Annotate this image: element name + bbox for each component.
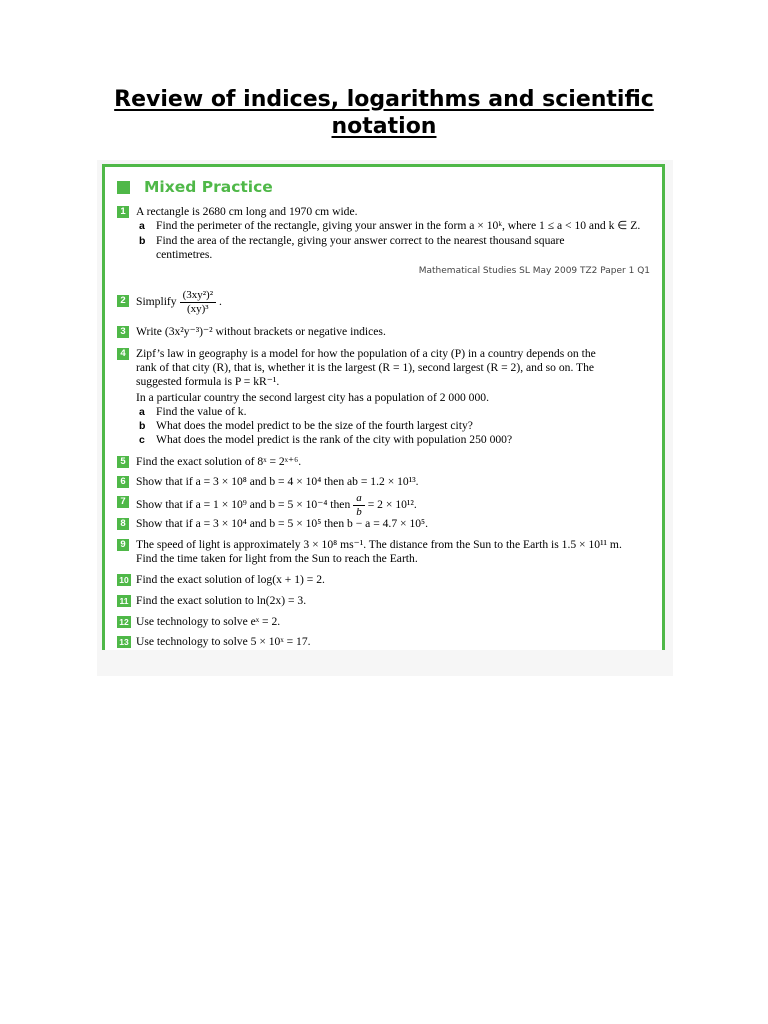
fraction-denominator: (xy)³ [186,302,209,315]
fraction-numerator: (3xy²)² [180,289,216,303]
question-text: suggested formula is P = kR⁻¹. [136,375,280,388]
question-part [139,219,640,233]
question-expression: (3x²y⁻³)⁻² [164,325,213,338]
fraction-numerator: a [353,492,365,506]
question-suffix: . [219,294,222,308]
part-text: Find the value of k. [156,405,247,418]
question-text: Simplify [136,294,177,308]
part-label: c [139,434,145,446]
part-text: Find the area of the rectangle, giving your answer correct to the nearest thousand square [156,234,565,247]
question-text: Show that if a = 3 × 10⁴ and b = 5 × 10⁵ then b − a = 4.7 × 10⁵. [136,517,428,530]
question-text: Write [136,325,162,338]
question-number-badge: 1 [117,206,129,218]
question-text: Find the time taken for light from the Sun to reach the Earth. [136,552,418,565]
part-label: b [139,235,146,247]
mixed-practice-heading: Mixed Practice [144,178,273,196]
question-number-badge: 3 [117,326,129,338]
question-number-badge: 10 [117,574,131,586]
fraction-denominator: b [356,505,362,518]
question-number-badge: 11 [117,595,131,607]
question-text: rank of that city (R), that is, whether it is the largest (R = 1), second largest (R = 2), and so on. The [136,361,595,374]
question-text: Find the exact solution of 8ˣ = 2ˣ⁺⁶. [136,455,302,468]
fraction [353,492,365,519]
part-label: a [139,406,145,418]
fraction [180,289,216,316]
question-number-badge: 13 [117,636,131,648]
mixed-practice-panel [102,164,665,650]
source-note: Mathematical Studies SL May 2009 TZ2 Paper 1 Q1 [418,266,650,276]
question-text: Zipf’s law in geography is a model for how the population of a city (P) in a country depends on the [136,347,596,360]
question-number-badge: 5 [117,456,129,468]
question-suffix: = 2 × 10¹². [367,497,417,511]
question-number-badge: 8 [117,518,129,530]
question-text: Use technology to solve eˣ = 2. [136,615,281,628]
question-number-badge: 4 [117,348,129,360]
question-text: Find the exact solution to ln(2x) = 3. [136,594,307,607]
question-number-badge: 2 [117,295,129,307]
question-number-badge: 6 [117,476,129,488]
question-number-badge: 7 [117,496,129,508]
question-text: The speed of light is approximately 3 × 10⁸ ms⁻¹. The distance from the Sun to the Earth is 1.5 × 10¹¹ m. [136,538,622,551]
part-label: b [139,420,146,432]
question-part [139,405,246,419]
mixed-practice-header [117,178,273,196]
question-text: Show that if a = 3 × 10⁸ and b = 4 × 10⁴ then ab = 1.2 × 10¹³. [136,475,419,488]
question-number-badge: 12 [117,616,131,628]
question-part [139,234,565,248]
document-title: Review of indices, logarithms and scientific notation [114,87,654,139]
question-text: Find the exact solution of log(x + 1) = 2. [136,573,325,586]
question-suffix: without brackets or negative indices. [215,325,386,338]
part-label: a [139,220,145,232]
question-text: Use technology to solve 5 × 10ˣ = 17. [136,635,311,648]
part-text: What does the model predict is the rank of the city with population 250 000? [156,433,513,446]
question-text: In a particular country the second largest city has a population of 2 000 000. [136,391,489,404]
question-2 [105,280,662,324]
part-text: Find the perimeter of the rectangle, giving your answer in the form a × 10ᵏ, where 1 ≤ a < 10 and k ∈ Z. [156,219,641,232]
part-text: What does the model predict to be the size of the fourth largest city? [156,419,473,432]
square-bullet-icon [117,181,130,194]
part-text-continued: centimetres. [156,248,213,261]
question-number-badge: 9 [117,539,129,551]
question-part [139,433,512,447]
question-text: Show that if a = 1 × 10⁹ and b = 5 × 10⁻⁴ then [136,497,351,511]
question-part [139,419,473,433]
question-text: A rectangle is 2680 cm long and 1970 cm wide. [136,205,358,218]
